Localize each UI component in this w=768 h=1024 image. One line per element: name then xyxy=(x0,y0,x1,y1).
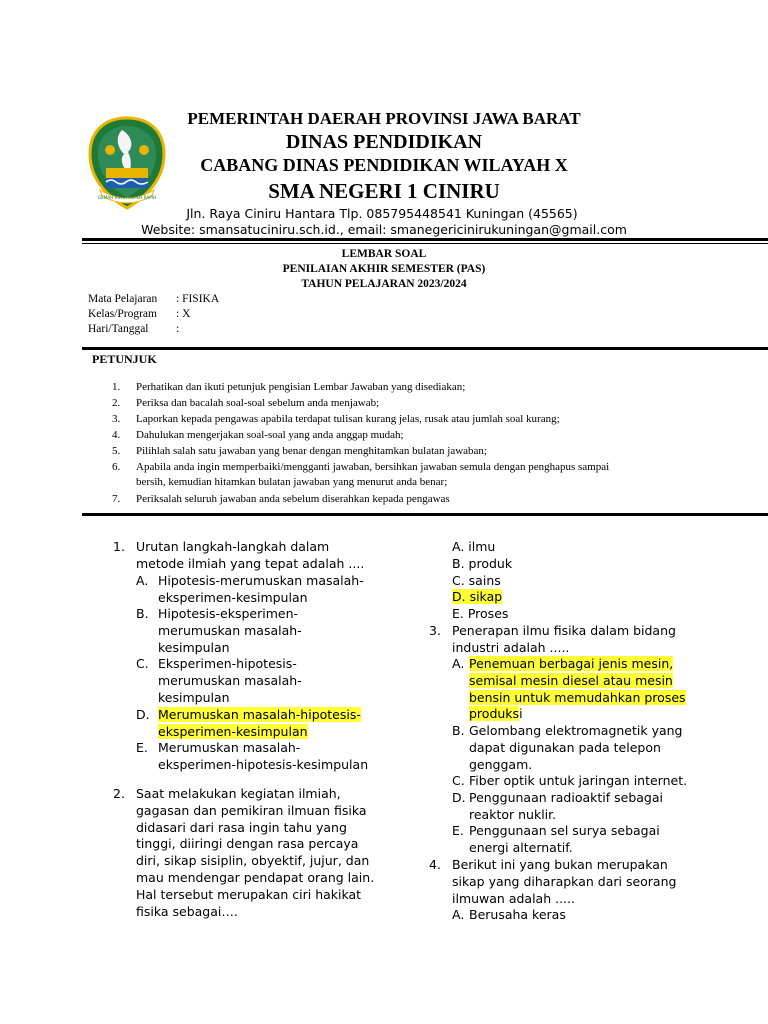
instruction-text: Periksalah seluruh jawaban anda sebelum diserahkan kepada pengawas xyxy=(136,493,450,505)
q3-option-d xyxy=(452,790,663,824)
instruction-text: Laporkan kepada pengawas apabila terdapat tulisan kurang jelas, rusak atau jumlah soal kurang; xyxy=(136,413,560,425)
doc-title-year: TAHUN PELAJARAN 2023/2024 xyxy=(301,278,467,290)
option-label: B. xyxy=(136,606,149,621)
option-text: genggam. xyxy=(469,756,533,772)
option-text: merumuskan masalah- xyxy=(158,672,302,688)
doc-title-sheet: LEMBAR SOAL xyxy=(341,248,427,260)
question-text: Urutan langkah-langkah dalam xyxy=(136,539,330,554)
question-2 xyxy=(113,786,374,920)
question-text: metode ilmiah yang tepat adalah .... xyxy=(136,555,365,571)
instruction-item xyxy=(112,460,609,475)
option-text: Hipotesis-eksperimen- xyxy=(158,606,299,621)
question-number: 2. xyxy=(113,786,125,801)
instruction-number: 1. xyxy=(112,381,121,393)
question-text: Hal tersebut merupakan ciri hakikat xyxy=(136,886,362,902)
option-label: D. xyxy=(136,707,150,722)
identity-subject-value: : FISIKA xyxy=(176,293,220,305)
instruction-number: 2. xyxy=(112,397,121,409)
option-label: A. xyxy=(452,656,465,671)
header-agency-title: DINAS PENDIDIKAN xyxy=(285,131,483,153)
q2-option-d-highlighted: D. sikap xyxy=(452,589,503,605)
doc-title-exam: PENILAIAN AKHIR SEMESTER (PAS) xyxy=(282,263,486,275)
option-label: C. xyxy=(136,656,149,671)
header-address: Jln. Raya Ciniru Hantara Tlp. 085795448541 Kuningan (45565) xyxy=(186,206,578,221)
option-text: Merumuskan masalah- xyxy=(158,740,301,755)
q2-option-e: E. Proses xyxy=(452,606,509,622)
option-text: Berusaha keras xyxy=(469,907,566,922)
option-label: E. xyxy=(452,823,464,838)
identity-date-label: Hari/Tanggal xyxy=(88,323,149,335)
instruction-item xyxy=(112,428,404,443)
option-text: Eksperimen-hipotesis- xyxy=(158,656,297,671)
instruction-text-continuation: bersih, kemudian hitamkan bulatan jawaban yang menurut anda benar; xyxy=(136,476,448,488)
instruction-text: Periksa dan bacalah soal-soal sebelum anda menjawab; xyxy=(136,397,380,409)
question-number: 3. xyxy=(429,623,441,638)
question-text: tinggi, diiringi dengan rasa percaya xyxy=(136,836,359,852)
highlighted-answer-text: bensin untuk memudahkan proses xyxy=(469,689,686,705)
instruction-text: Pilihlah salah satu jawaban yang benar dengan menghitamkan bulatan jawaban; xyxy=(136,445,487,457)
instructions-title: PETUNJUK xyxy=(92,352,157,366)
q1-option-d-highlighted xyxy=(136,707,361,741)
question-text: Saat melakukan kegiatan ilmiah, xyxy=(136,786,341,801)
option-text: Penggunaan sel surya sebagai xyxy=(469,823,660,838)
option-text: dapat digunakan pada telepon xyxy=(469,739,661,755)
q2-option-c: C. sains xyxy=(452,572,501,588)
instructions-divider-bottom xyxy=(82,513,768,516)
option-label: C. xyxy=(452,773,465,788)
question-3 xyxy=(429,623,676,657)
instruction-text: Apabila anda ingin memperbaiki/mengganti jawaban, bersihkan jawaban semula dengan penghapus sampai xyxy=(136,461,610,473)
question-text: didasari dari rasa ingin tahu yang xyxy=(136,819,347,835)
question-text: sikap yang diharapkan dari seorang xyxy=(452,873,677,889)
q1-option-c xyxy=(136,656,302,706)
question-number: 4. xyxy=(429,857,441,872)
option-label: E. xyxy=(136,740,148,755)
question-text: gagasan dan pemikiran ilmuan fisika xyxy=(136,802,367,818)
option-text: reaktor nuklir. xyxy=(469,806,557,822)
q2-option-a: A. ilmu xyxy=(452,539,496,554)
svg-text:GEMAH RIPAH REPEH RAPIH: GEMAH RIPAH REPEH RAPIH xyxy=(97,195,157,200)
option-text: Gelombang elektromagnetik yang xyxy=(469,723,683,738)
option-text: kesimpulan xyxy=(158,639,230,655)
identity-date-value: : xyxy=(176,323,180,335)
instruction-number: 7. xyxy=(112,493,121,505)
instruction-text: Perhatikan dan ikuti petunjuk pengisian Lembar Jawaban yang disediakan; xyxy=(136,381,466,393)
q1-option-a xyxy=(136,573,364,607)
option-label: A. xyxy=(136,573,149,588)
identity-class xyxy=(88,308,190,320)
identity-subject-label: Mata Pelajaran xyxy=(88,293,158,305)
instruction-text: Dahulukan mengerjakan soal-soal yang anda anggap mudah; xyxy=(136,429,404,441)
q3-option-c xyxy=(452,773,687,790)
q1-option-e xyxy=(136,740,368,774)
header-divider-thin xyxy=(82,243,768,244)
header-branch-title: CABANG DINAS PENDIDIKAN WILAYAH X xyxy=(200,155,568,175)
header-contact: Website: smansatuciniru.sch.id., email: smanegericinirukuningan@gmail.com xyxy=(141,222,627,237)
option-text: eksperimen-kesimpulan xyxy=(158,589,308,605)
option-text: eksperimen-hipotesis-kesimpulan xyxy=(158,756,369,772)
question-text: Berikut ini yang bukan merupakan xyxy=(452,857,668,872)
header-government-title: PEMERINTAH DAERAH PROVINSI JAWA BARAT xyxy=(187,109,581,128)
instruction-item xyxy=(112,412,560,427)
instruction-item xyxy=(112,492,450,507)
option-text: i xyxy=(519,706,523,722)
option-text: kesimpulan xyxy=(158,689,230,705)
question-text: Penerapan ilmu fisika dalam bidang xyxy=(452,623,676,638)
instruction-item xyxy=(112,396,379,411)
instruction-number: 4. xyxy=(112,429,121,441)
option-label: A. xyxy=(452,907,465,922)
identity-class-label: Kelas/Program xyxy=(88,308,157,320)
highlighted-answer-text: eksperimen-kesimpulan xyxy=(158,723,308,739)
highlighted-answer-text: Penemuan berbagai jenis mesin, xyxy=(469,656,674,671)
option-label: D. xyxy=(452,790,466,805)
option-text: energi alternatif. xyxy=(469,839,573,855)
identity-subject xyxy=(88,293,219,305)
header-school-name: SMA NEGERI 1 CINIRU xyxy=(268,179,500,203)
option-text: Hipotesis-merumuskan masalah- xyxy=(158,573,364,588)
q1-option-b xyxy=(136,606,302,656)
question-text: ilmuwan adalah ..... xyxy=(452,890,575,906)
option-text: Penggunaan radioaktif sebagai xyxy=(469,790,664,805)
question-number: 1. xyxy=(113,539,125,554)
instruction-item xyxy=(112,380,465,395)
question-text: mau mendengar pendapat orang lain. xyxy=(136,869,375,885)
header-divider-thick xyxy=(82,238,768,241)
identity-date xyxy=(88,323,179,335)
q3-option-e xyxy=(452,823,660,857)
q2-option-b: B. produk xyxy=(452,555,513,571)
instruction-item xyxy=(112,444,487,459)
q3-option-a-highlighted xyxy=(452,656,686,723)
option-label: B. xyxy=(452,723,465,738)
instruction-number: 6. xyxy=(112,461,121,473)
instruction-number: 5. xyxy=(112,445,121,457)
q4-option-a xyxy=(452,907,566,924)
q2-options xyxy=(452,539,512,623)
option-text: merumuskan masalah- xyxy=(158,622,302,638)
identity-class-value: : X xyxy=(176,308,191,320)
question-4 xyxy=(429,857,676,907)
option-text: Fiber optik untuk jaringan internet. xyxy=(469,773,688,788)
highlighted-answer-text: Merumuskan masalah-hipotesis- xyxy=(158,707,361,722)
instruction-number: 3. xyxy=(112,413,121,425)
highlighted-answer-text: semisal mesin diesel atau mesin xyxy=(469,672,673,688)
question-1 xyxy=(113,539,364,573)
question-text: fisika sebagai…. xyxy=(136,903,238,919)
instructions-divider-top xyxy=(82,347,768,350)
question-text: industri adalah ..... xyxy=(452,639,570,655)
q3-option-b xyxy=(452,723,683,773)
highlighted-answer-text: produks xyxy=(469,706,520,722)
question-text: diri, sikap sisiplin, obyektif, jujur, dan xyxy=(136,853,370,869)
